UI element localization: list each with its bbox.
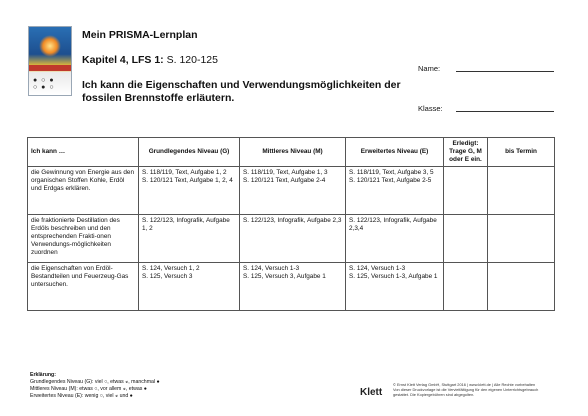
page-title: Mein PRISMA-Lernplan bbox=[82, 29, 198, 41]
done-cell[interactable] bbox=[444, 215, 488, 263]
header-advanced-level: Erweitertes Niveau (E) bbox=[346, 138, 444, 167]
table-header-row bbox=[28, 138, 555, 167]
name-label: Name: bbox=[418, 64, 441, 73]
basic-level-cell bbox=[139, 215, 240, 263]
medium-level-cell bbox=[240, 167, 346, 215]
legend-title: Erklärung: bbox=[30, 372, 56, 378]
name-field[interactable] bbox=[456, 71, 554, 72]
medium-level-cell bbox=[240, 263, 346, 311]
task-text: S. 120/121 Text, Aufgabe 2-4 bbox=[243, 177, 326, 184]
task-text: S. 124, Versuch 1-3 bbox=[243, 265, 300, 272]
header-medium-level: Mittleres Niveau (M) bbox=[240, 138, 346, 167]
header-done: Erledigt: Trage G, M oder E ein. bbox=[444, 138, 488, 167]
table-row bbox=[28, 167, 555, 215]
basic-level-cell bbox=[139, 167, 240, 215]
task-text: S. 124, Versuch 1, 2 bbox=[142, 265, 200, 272]
basic-level-cell bbox=[139, 263, 240, 311]
cover-molecule-graphic: ● ○ ● ○ ● ○ bbox=[33, 77, 55, 91]
advanced-level-cell bbox=[346, 263, 444, 311]
cover-band bbox=[29, 65, 71, 71]
klett-logo-text: Klett bbox=[360, 387, 383, 398]
done-cell[interactable] bbox=[444, 263, 488, 311]
task-text: S. 122/123, Infografik, Aufgabe 2,3 bbox=[243, 217, 342, 224]
chapter-line bbox=[82, 54, 218, 66]
task-text: S. 118/119, Text, Aufgabe 3, 5 bbox=[349, 169, 434, 176]
task-text: S. 122/123, Infografik, Aufgabe 2,3,4 bbox=[349, 217, 437, 232]
task-text: S. 125, Versuch 3 bbox=[142, 273, 193, 280]
header-skill: Ich kann … bbox=[28, 138, 139, 167]
cover-flame-graphic bbox=[39, 35, 61, 57]
due-date-cell[interactable] bbox=[488, 215, 555, 263]
task-text: S. 120/121 Text, Aufgabe 1, 2, 4 bbox=[142, 177, 233, 184]
skill-cell: die Gewinnung von Energie aus den organischen Stoffen Kohle, Erdöl und Erdgas erklären. bbox=[28, 167, 139, 215]
task-text: S. 120/121 Text, Aufgabe 2-5 bbox=[349, 177, 432, 184]
table-row bbox=[28, 263, 555, 311]
header-basic-level: Grundlegendes Niveau (G) bbox=[139, 138, 240, 167]
copyright-line: gestattet. Die Kopiergebühren sind abgegolten. bbox=[393, 392, 475, 398]
book-cover-image bbox=[28, 26, 72, 96]
skill-cell: die fraktionierte Destillation des Erdöls beschreiben und den entsprechenden Frakti-onen Verwendungs-möglichkeiten zuordnen bbox=[28, 215, 139, 263]
medium-level-cell bbox=[240, 215, 346, 263]
task-text: S. 124, Versuch 1-3 bbox=[349, 265, 406, 272]
class-field[interactable] bbox=[456, 111, 554, 112]
copyright-notice bbox=[393, 382, 563, 398]
task-text: S. 125, Versuch 1-3, Aufgabe 1 bbox=[349, 273, 438, 280]
table-row bbox=[28, 215, 555, 263]
due-date-cell[interactable] bbox=[488, 167, 555, 215]
advanced-level-cell bbox=[346, 215, 444, 263]
task-text: S. 122/123, Infografik, Aufgabe 1, 2 bbox=[142, 217, 230, 232]
task-text: S. 118/119, Text, Aufgabe 1, 3 bbox=[243, 169, 328, 176]
task-text: S. 118/119, Text, Aufgabe 1, 2 bbox=[142, 169, 227, 176]
legend-line: Erweitertes Niveau (E): wenig ○, viel ◒ und ● bbox=[30, 393, 133, 399]
chapter-pages: S. 120-125 bbox=[163, 54, 218, 66]
learning-plan-table bbox=[27, 137, 555, 311]
legend-line: Mittleres Niveau (M): etwas ○, vor allem ◒, etwas ● bbox=[30, 386, 147, 392]
task-text: S. 125, Versuch 3, Aufgabe 1 bbox=[243, 273, 326, 280]
due-date-cell[interactable] bbox=[488, 263, 555, 311]
copyright-line: © Ernst Klett Verlag GmbH, Stuttgart 2016 | www.klett.de | Alle Rechte vorbehalten bbox=[393, 382, 536, 387]
advanced-level-cell bbox=[346, 167, 444, 215]
skill-cell: die Eigenschaften von Erdöl-Bestandteilen und Feuerzeug-Gas untersuchen. bbox=[28, 263, 139, 311]
class-label: Klasse: bbox=[418, 104, 443, 113]
legend-line: Grundlegendes Niveau (G): viel ○, etwas ◒, manchmal ● bbox=[30, 379, 160, 385]
legend bbox=[30, 372, 160, 400]
klett-logo-icon bbox=[359, 383, 385, 399]
chapter-label: Kapitel 4, LFS 1: bbox=[82, 54, 164, 66]
copyright-line: Von dieser Druckvorlage ist die Vervielfältigung für den eigenen Unterrichtsgebrauch bbox=[393, 387, 539, 393]
header-due-date: bis Termin bbox=[488, 138, 555, 167]
done-cell[interactable] bbox=[444, 167, 488, 215]
learning-goal-statement: Ich kann die Eigenschaften und Verwendungsmöglichkeiten der fossilen Brennstoffe erläutern. bbox=[82, 79, 401, 104]
